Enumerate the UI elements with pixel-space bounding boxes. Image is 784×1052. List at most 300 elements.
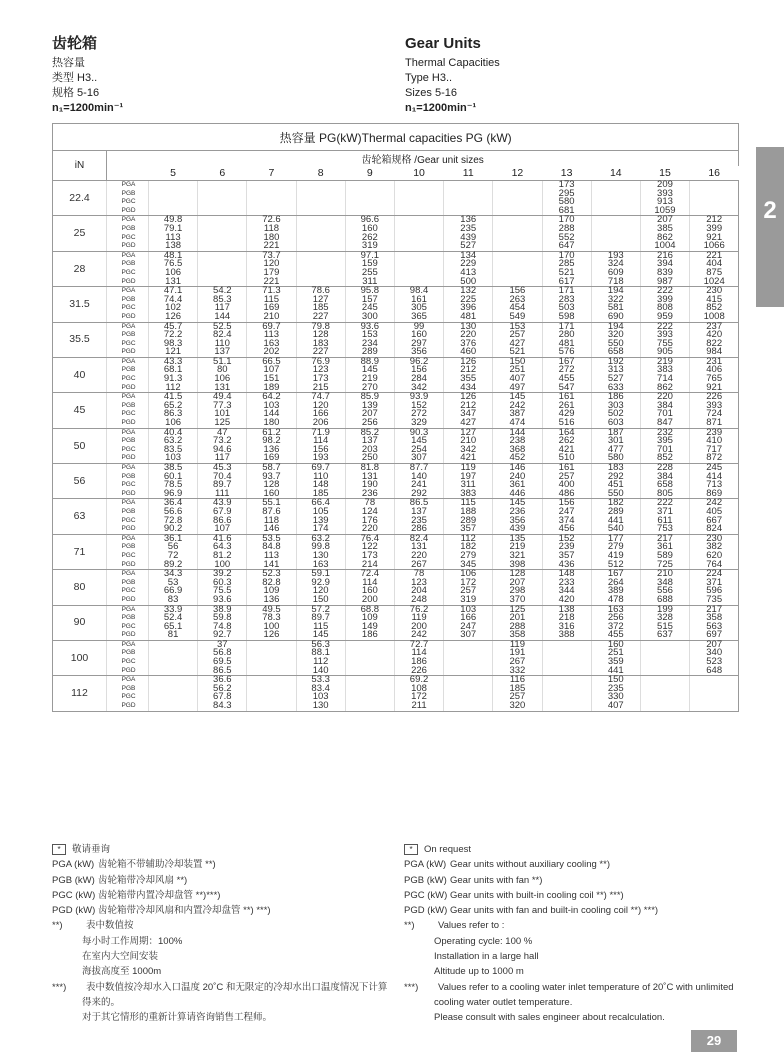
value-cell: 92.9 (296, 579, 345, 588)
value-cell: 126 (247, 631, 296, 640)
value-cell (640, 676, 689, 685)
power-label: PGB (107, 402, 149, 411)
size-header: 13 (542, 166, 591, 181)
value-cell: 183 (591, 464, 640, 473)
value-cell (345, 190, 394, 199)
value-cell: 292 (394, 490, 443, 499)
table-row (53, 508, 739, 517)
value-cell: 110 (296, 473, 345, 482)
value-cell: 371 (690, 579, 739, 588)
note-text: Gear units with fan **) (450, 874, 543, 886)
value-cell: 724 (690, 410, 739, 419)
value-cell: 486 (542, 490, 591, 499)
value-cell: 217 (690, 605, 739, 614)
value-cell (394, 234, 443, 243)
value-cell (542, 640, 591, 649)
power-label: PGC (107, 517, 149, 526)
table-row (53, 242, 739, 251)
value-cell (591, 198, 640, 207)
label-spacer (107, 166, 149, 181)
value-cell: 263 (493, 296, 542, 305)
value-cell: 987 (640, 278, 689, 287)
value-cell: 210 (247, 313, 296, 322)
value-cell: 382 (690, 543, 739, 552)
value-cell: 96.6 (345, 216, 394, 225)
value-cell: 176 (345, 517, 394, 526)
value-cell: 502 (591, 410, 640, 419)
value-cell: 264 (591, 579, 640, 588)
value-cell: 110 (198, 340, 247, 349)
value-cell: 97.1 (345, 251, 394, 260)
value-cell: 288 (542, 225, 591, 234)
value-cell: 170 (542, 251, 591, 260)
value-cell: 107 (198, 525, 247, 534)
value-cell: 681 (542, 207, 591, 216)
value-cell: 128 (247, 481, 296, 490)
value-cell: 109 (345, 614, 394, 623)
value-cell: 236 (345, 490, 394, 499)
value-cell: 92.7 (198, 631, 247, 640)
value-cell: 80 (198, 366, 247, 375)
value-cell (247, 667, 296, 676)
value-cell: 194 (591, 322, 640, 331)
power-label: PGC (107, 658, 149, 667)
power-label: PGC (107, 410, 149, 419)
value-cell: 429 (542, 410, 591, 419)
ratio-cell: 28 (53, 251, 107, 286)
speed-cn: n₁=1200min⁻¹ (52, 102, 124, 114)
size-header: 10 (394, 166, 443, 181)
asterisk-box: * (404, 844, 418, 855)
size-header-row (53, 166, 739, 181)
value-cell: 225 (444, 296, 493, 305)
value-cell: 609 (591, 269, 640, 278)
table-row (53, 296, 739, 305)
value-cell (591, 207, 640, 216)
value-cell: 356 (394, 348, 443, 357)
table-row (53, 499, 739, 508)
value-cell: 237 (690, 322, 739, 331)
table-row (53, 313, 739, 322)
value-cell: 262 (542, 437, 591, 446)
power-label: PGC (107, 375, 149, 384)
table-row (53, 667, 739, 676)
value-cell: 156 (296, 446, 345, 455)
value-cell: 49.8 (149, 216, 198, 225)
value-cell (493, 216, 542, 225)
ratio-cell: 35.5 (53, 322, 107, 357)
value-cell: 112 (444, 534, 493, 543)
note-text: 齿轮箱带冷却风扇 **) (98, 874, 188, 886)
power-label: PGB (107, 473, 149, 482)
value-cell: 183 (296, 340, 345, 349)
power-label: PGB (107, 437, 149, 446)
value-cell (394, 181, 443, 190)
value-cell: 207 (690, 640, 739, 649)
value-cell: 311 (345, 278, 394, 287)
value-cell: 285 (542, 260, 591, 269)
value-cell: 152 (542, 534, 591, 543)
value-cell (198, 260, 247, 269)
value-cell: 84.8 (247, 543, 296, 552)
value-cell: 60.3 (198, 579, 247, 588)
note-text: Gear units with built-in cooling coil **) ***) (450, 889, 624, 901)
value-cell: 222 (640, 287, 689, 296)
value-cell: 279 (591, 543, 640, 552)
value-cell: 103 (247, 402, 296, 411)
power-label: PGC (107, 269, 149, 278)
value-cell: 376 (444, 340, 493, 349)
value-cell: 222 (640, 499, 689, 508)
power-label: PGC (107, 623, 149, 632)
value-cell: 112 (296, 658, 345, 667)
value-cell: 238 (493, 437, 542, 446)
value-cell (640, 658, 689, 667)
table-row (53, 685, 739, 694)
table-row (53, 649, 739, 658)
value-cell: 481 (444, 313, 493, 322)
value-cell: 921 (690, 234, 739, 243)
value-cell: 82.8 (247, 579, 296, 588)
value-cell: 59.8 (198, 614, 247, 623)
value-cell: 87.7 (394, 464, 443, 473)
value-cell: 103 (149, 454, 198, 463)
value-cell: 406 (690, 366, 739, 375)
value-cell: 344 (542, 587, 591, 596)
value-cell: 701 (640, 410, 689, 419)
value-cell: 94.6 (198, 446, 247, 455)
table-row (53, 198, 739, 207)
table-row (53, 464, 739, 473)
power-label: PGB (107, 190, 149, 199)
power-label: PGA (107, 393, 149, 402)
value-cell: 72.8 (149, 517, 198, 526)
value-cell: 166 (296, 410, 345, 419)
value-cell: 407 (591, 702, 640, 711)
value-cell: 1004 (640, 242, 689, 251)
value-cell (296, 190, 345, 199)
value-cell: 420 (690, 331, 739, 340)
footnote-mark: **) (404, 920, 415, 932)
value-cell: 116 (493, 676, 542, 685)
table-row (53, 348, 739, 357)
table-row (53, 693, 739, 702)
value-cell: 342 (394, 384, 443, 393)
value-cell (394, 207, 443, 216)
value-cell: 212 (444, 366, 493, 375)
value-cell: 617 (542, 278, 591, 287)
value-cell (198, 242, 247, 251)
value-cell: 74.8 (198, 623, 247, 632)
value-cell: 497 (493, 384, 542, 393)
value-cell: 137 (345, 437, 394, 446)
value-cell: 161 (542, 393, 591, 402)
value-cell: 370 (493, 596, 542, 605)
value-cell: 839 (640, 269, 689, 278)
value-cell: 56.3 (296, 640, 345, 649)
value-cell: 99 (394, 322, 443, 331)
value-cell: 284 (394, 375, 443, 384)
power-label: PGC (107, 693, 149, 702)
value-cell (296, 216, 345, 225)
value-cell: 384 (640, 473, 689, 482)
value-cell (493, 234, 542, 243)
table-row (53, 287, 739, 296)
value-cell: 182 (591, 499, 640, 508)
value-cell: 37 (198, 640, 247, 649)
value-cell (542, 649, 591, 658)
table-row (53, 561, 739, 570)
power-label: PGC (107, 198, 149, 207)
value-cell (394, 198, 443, 207)
value-cell: 84.3 (198, 702, 247, 711)
value-cell (394, 260, 443, 269)
value-cell: 221 (247, 242, 296, 251)
value-cell: 106 (149, 419, 198, 428)
value-cell: 215 (296, 384, 345, 393)
value-cell (493, 242, 542, 251)
value-cell (690, 198, 739, 207)
value-cell: 199 (640, 605, 689, 614)
value-cell: 245 (345, 304, 394, 313)
value-cell: 286 (394, 525, 443, 534)
value-cell: 103 (296, 693, 345, 702)
power-label: PGA (107, 499, 149, 508)
value-cell: 174 (296, 525, 345, 534)
value-cell: 764 (690, 561, 739, 570)
value-cell: 113 (247, 331, 296, 340)
value-cell: 523 (690, 658, 739, 667)
value-cell: 405 (690, 508, 739, 517)
value-cell (394, 269, 443, 278)
value-cell: 289 (444, 517, 493, 526)
value-cell: 320 (591, 331, 640, 340)
value-cell: 135 (493, 534, 542, 543)
value-cell (591, 216, 640, 225)
note-key: PGA (kW) (404, 859, 447, 871)
value-cell: 170 (542, 216, 591, 225)
value-cell: 156 (394, 366, 443, 375)
power-label: PGD (107, 454, 149, 463)
value-cell: 118 (247, 225, 296, 234)
table-row (53, 419, 739, 428)
value-cell: 550 (591, 340, 640, 349)
value-cell: 251 (493, 366, 542, 375)
note-key: PGC (kW) (52, 889, 96, 901)
power-label: PGD (107, 561, 149, 570)
value-cell: 234 (345, 340, 394, 349)
value-cell: 404 (690, 260, 739, 269)
value-cell (149, 649, 198, 658)
value-cell: 145 (345, 366, 394, 375)
value-cell: 714 (640, 375, 689, 384)
value-cell: 298 (493, 587, 542, 596)
value-cell: 86.6 (198, 517, 247, 526)
value-cell: 88.1 (296, 649, 345, 658)
value-cell: 53.5 (247, 534, 296, 543)
value-cell: 421 (542, 446, 591, 455)
value-cell (493, 190, 542, 199)
value-cell: 383 (444, 490, 493, 499)
value-cell: 180 (247, 419, 296, 428)
value-cell: 99.8 (296, 543, 345, 552)
value-cell: 272 (394, 410, 443, 419)
value-cell: 328 (640, 614, 689, 623)
power-label: PGA (107, 640, 149, 649)
ratio-header: iN (53, 151, 107, 181)
power-label: PGD (107, 348, 149, 357)
power-label: PGC (107, 340, 149, 349)
value-cell (690, 181, 739, 190)
value-cell: 173 (345, 552, 394, 561)
value-cell: 166 (444, 614, 493, 623)
value-cell: 207 (493, 579, 542, 588)
value-cell: 510 (542, 454, 591, 463)
value-cell: 288 (493, 623, 542, 632)
value-cell: 455 (591, 631, 640, 640)
value-cell: 361 (640, 543, 689, 552)
value-cell: 153 (493, 322, 542, 331)
value-cell: 324 (591, 260, 640, 269)
value-cell: 45.3 (198, 464, 247, 473)
power-label: PGD (107, 242, 149, 251)
value-cell: 210 (444, 437, 493, 446)
value-cell: 512 (591, 561, 640, 570)
power-label: PGB (107, 508, 149, 517)
value-cell: 128 (296, 331, 345, 340)
value-cell: 88.9 (345, 357, 394, 366)
value-cell (591, 181, 640, 190)
value-cell: 119 (444, 464, 493, 473)
value-cell: 456 (542, 525, 591, 534)
value-cell: 227 (296, 348, 345, 357)
value-cell: 138 (149, 242, 198, 251)
value-cell: 127 (296, 296, 345, 305)
value-cell: 111 (198, 490, 247, 499)
value-cell: 123 (394, 579, 443, 588)
value-cell (247, 649, 296, 658)
value-cell: 145 (296, 631, 345, 640)
value-cell: 132 (444, 287, 493, 296)
value-cell: 45.7 (149, 322, 198, 331)
value-cell: 36.4 (149, 499, 198, 508)
value-cell: 160 (591, 640, 640, 649)
value-cell: 167 (542, 357, 591, 366)
value-cell: 159 (345, 260, 394, 269)
value-cell (198, 181, 247, 190)
power-label: PGB (107, 331, 149, 340)
value-cell: 117 (198, 304, 247, 313)
chapter-number: 2 (763, 197, 777, 224)
value-cell: 396 (444, 304, 493, 313)
value-cell: 620 (690, 552, 739, 561)
value-cell: 245 (690, 464, 739, 473)
value-cell: 98.2 (247, 437, 296, 446)
note-key: PGD (kW) (52, 905, 96, 917)
value-cell: 58.7 (247, 464, 296, 473)
value-cell (198, 225, 247, 234)
value-cell: 540 (591, 525, 640, 534)
value-cell: 852 (640, 454, 689, 463)
value-cell (640, 640, 689, 649)
value-cell: 240 (493, 473, 542, 482)
value-cell (247, 685, 296, 694)
value-cell (394, 225, 443, 234)
value-cell: 805 (640, 490, 689, 499)
value-cell: 305 (394, 304, 443, 313)
value-cell: 89.2 (149, 561, 198, 570)
power-label: PGC (107, 552, 149, 561)
value-cell: 74.7 (296, 393, 345, 402)
value-cell: 186 (394, 658, 443, 667)
note-key: PGB (kW) (404, 874, 447, 886)
value-cell (394, 242, 443, 251)
value-cell: 871 (690, 419, 739, 428)
value-cell: 76.4 (345, 534, 394, 543)
value-cell: 690 (591, 313, 640, 322)
value-cell: 658 (591, 348, 640, 357)
note-text: Gear units with fan and built-in cooling coil **) ***) (450, 905, 659, 917)
value-cell: 717 (690, 446, 739, 455)
value-cell: 398 (493, 561, 542, 570)
table-row (53, 357, 739, 366)
power-label: PGD (107, 207, 149, 216)
value-cell: 173 (542, 181, 591, 190)
value-cell: 140 (296, 667, 345, 676)
value-cell: 73.2 (198, 437, 247, 446)
value-cell: 292 (591, 473, 640, 482)
power-label: PGC (107, 446, 149, 455)
value-cell: 455 (542, 375, 591, 384)
value-cell: 67.9 (198, 508, 247, 517)
value-cell: 212 (444, 402, 493, 411)
power-label: PGD (107, 702, 149, 711)
value-cell: 86.5 (394, 499, 443, 508)
value-cell: 106 (149, 269, 198, 278)
value-cell: 100 (247, 623, 296, 632)
value-cell: 148 (296, 481, 345, 490)
value-cell: 316 (542, 623, 591, 632)
value-cell: 637 (640, 631, 689, 640)
value-cell (149, 685, 198, 694)
value-cell: 563 (690, 623, 739, 632)
value-cell: 862 (640, 384, 689, 393)
value-cell: 78.5 (149, 481, 198, 490)
table-row (53, 570, 739, 579)
value-cell: 157 (345, 296, 394, 305)
value-cell: 86.5 (198, 667, 247, 676)
value-cell: 257 (444, 587, 493, 596)
value-cell: 388 (542, 631, 591, 640)
value-cell: 49.5 (247, 605, 296, 614)
value-cell: 163 (591, 605, 640, 614)
value-cell: 356 (493, 517, 542, 526)
value-cell: 247 (542, 508, 591, 517)
value-cell: 217 (640, 534, 689, 543)
value-cell: 368 (493, 446, 542, 455)
value-cell: 451 (591, 481, 640, 490)
table-row (53, 579, 739, 588)
value-cell: 161 (394, 296, 443, 305)
value-cell: 83.4 (296, 685, 345, 694)
value-cell (247, 702, 296, 711)
value-cell: 52.3 (247, 570, 296, 579)
value-cell: 552 (542, 234, 591, 243)
value-cell (149, 658, 198, 667)
table-row (53, 216, 739, 225)
value-cell: 254 (394, 446, 443, 455)
value-cell: 224 (690, 570, 739, 579)
